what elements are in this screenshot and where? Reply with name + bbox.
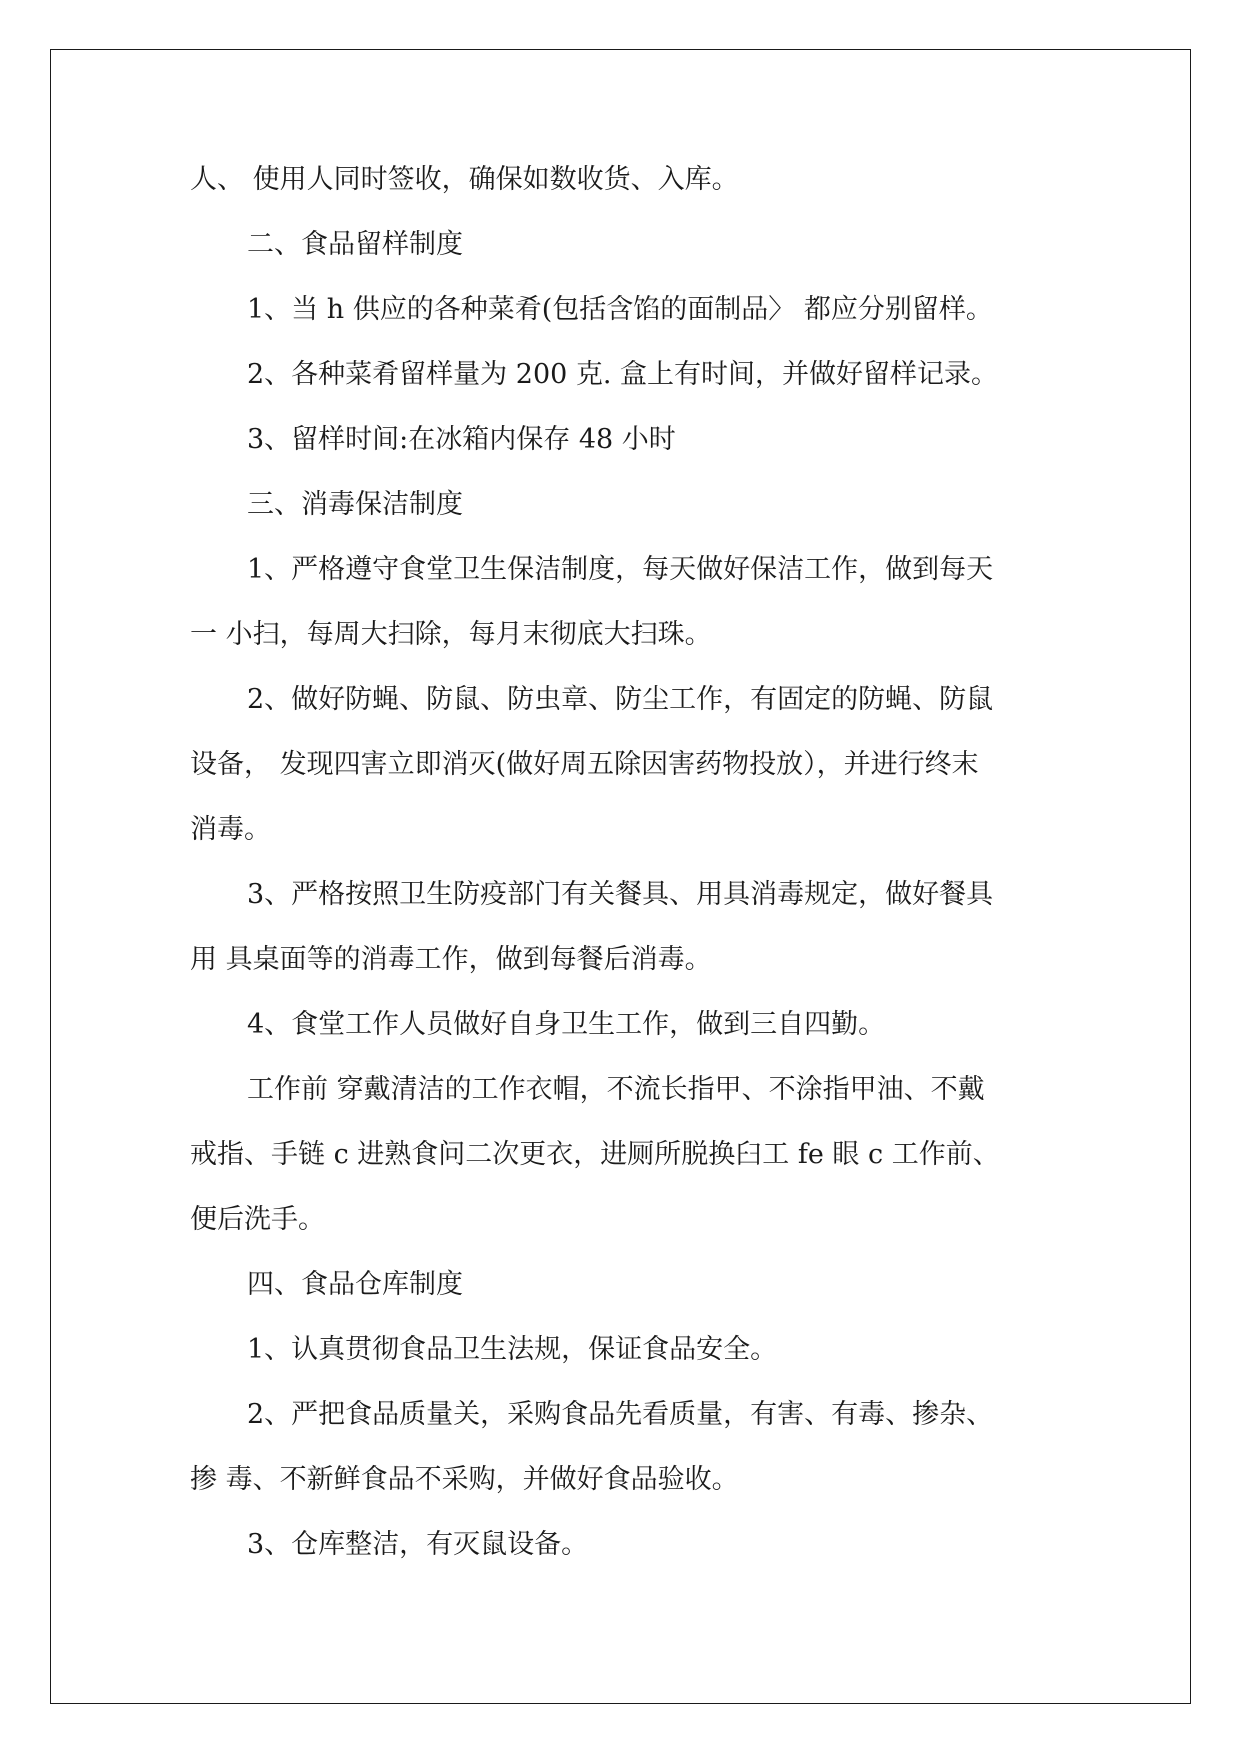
text-line: 2、严把食品质量关，采购食品先看质量，有害、有毒、掺杂、 xyxy=(247,1399,994,1430)
text-line: 3、严格按照卫生防疫部门有关餐具、用具消毒规定，做好餐具 xyxy=(247,879,994,910)
text-line: 消毒。 xyxy=(190,814,271,845)
text-line: 掺 毒、不新鲜食品不采购，并做好食品验收。 xyxy=(190,1464,739,1495)
document-body xyxy=(190,160,1060,1590)
section-heading: 四、食品仓库制度 xyxy=(247,1269,463,1300)
text-line: 1、当 h 供应的各种菜肴(包括含馅的面制品〉 都应分别留样。 xyxy=(247,294,993,325)
text-line: 戒指、手链 c 进熟食问二次更衣，进厕所脱换臼工 fe 眼 c 工作前、 xyxy=(190,1139,1000,1170)
text-line: 一 小扫，每周大扫除，每月末彻底大扫珠。 xyxy=(190,619,712,650)
text-line: 4、食堂工作人员做好自身卫生工作，做到三自四勤。 xyxy=(247,1009,886,1040)
text-line: 3、留样时间:在冰箱内保存 48 小时 xyxy=(247,424,676,455)
text-line: 1、严格遵守食堂卫生保洁制度，每天做好保洁工作，做到每天 xyxy=(247,554,994,585)
text-line: 2、做好防蝇、防鼠、防虫章、防尘工作，有固定的防蝇、防鼠 xyxy=(247,684,994,715)
text-line: 设备， 发现四害立即消灭(做好周五除因害药物投放），并进行终末 xyxy=(190,749,979,780)
text-line: 用 具桌面等的消毒工作，做到每餐后消毒。 xyxy=(190,944,712,975)
text-line: 3、仓库整洁，有灭鼠设备。 xyxy=(247,1529,589,1560)
text-line: 工作前 穿戴清洁的工作衣帽，不流长指甲、不涂指甲油、不戴 xyxy=(247,1074,985,1105)
text-line: 人、 使用人同时签收，确保如数收货、入库。 xyxy=(190,164,739,195)
section-heading: 二、食品留样制度 xyxy=(247,229,463,260)
text-line: 便后洗手。 xyxy=(190,1204,325,1235)
text-line: 1、认真贯彻食品卫生法规，保证食品安全。 xyxy=(247,1334,778,1365)
section-heading: 三、消毒保洁制度 xyxy=(247,489,463,520)
text-line: 2、各种菜肴留样量为 200 克. 盒上有时间，并做好留样记录。 xyxy=(247,359,999,390)
